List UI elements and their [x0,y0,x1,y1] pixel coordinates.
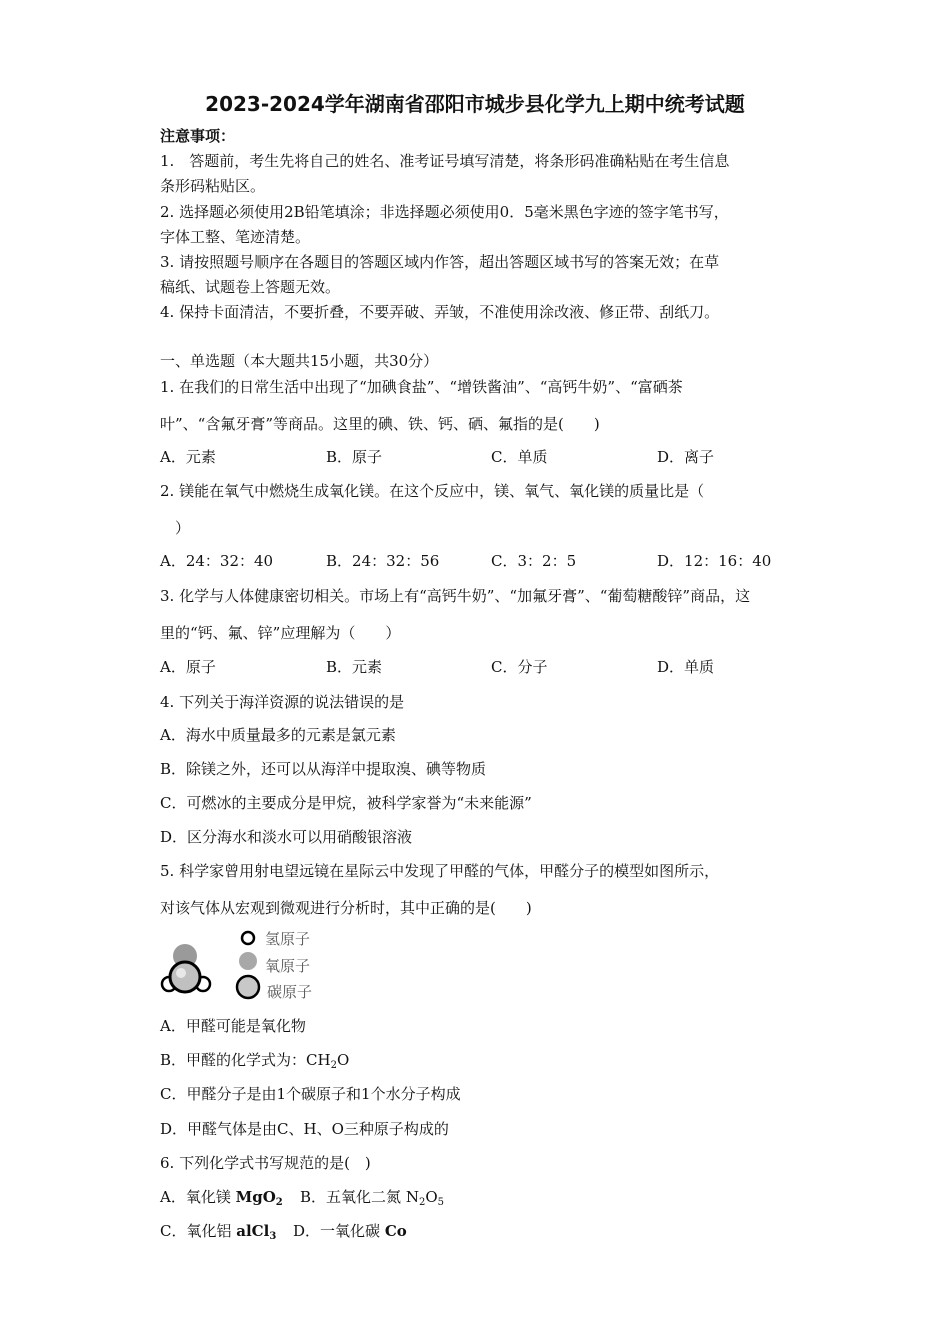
chemical-formula: O [425,1188,438,1206]
legend-hydrogen-label: 氢原子 [265,930,311,948]
subscript: 2 [418,1197,426,1208]
option-a [160,1187,283,1207]
option-d [293,1221,407,1241]
option-d: D．区分海水和淡水可以用硝酸银溶液 [160,828,413,846]
notes-line: 2. 选择题必须使用2B铅笔填涂；非选择题必须使用0．5毫米黑色字迹的签字笔书写， [160,203,729,221]
option-c: C．可燃冰的主要成分是甲烷，被科学家誉为“未来能源” [160,794,532,812]
legend-carbon-label: 碳原子 [267,983,313,1001]
option-a: A．24：32：40 [160,552,274,570]
notes-line: 3. 请按照题号顺序在各题目的答题区域内作答，超出答题区域书写的答案无效；在草 [160,253,720,271]
option-a: A．甲醛可能是氧化物 [160,1017,306,1035]
option-d-label: D．一氧化碳 [293,1222,381,1240]
subscript: 3 [269,1231,277,1242]
option-a: A．海水中质量最多的元素是氯元素 [160,726,396,744]
notes-line: 1. 答题前，考生先将自己的姓名、准考证号填写清楚，将条形码准确粘贴在考生信息 [160,152,730,170]
option-c: C．分子 [491,658,548,676]
option-b-text: O [336,1051,350,1069]
legend-carbon-icon [237,976,259,998]
question-2-text: ） [175,519,191,537]
option-b [300,1187,444,1207]
question-1-text: 叶”、“含氟牙膏”等商品。这里的碘、铁、钙、硒、氟指的是( ) [160,415,600,433]
option-d: D．12：16：40 [657,552,772,570]
chemical-formula: alCl [236,1222,270,1240]
option-b-label: B．五氧化二氮 [300,1188,402,1206]
legend-oxygen-icon [239,952,257,970]
question-4-text: 4. 下列关于海洋资源的说法错误的是 [160,693,405,711]
legend-oxygen-label: 氧原子 [265,957,311,975]
option-b: B．原子 [326,448,383,466]
option-a: A．元素 [160,448,216,466]
carbon-atom-highlight [176,968,186,978]
option-d: D．单质 [657,658,715,676]
option-c: C．甲醛分子是由1个碳原子和1个水分子构成 [160,1085,461,1103]
question-1-text: 1. 在我们的日常生活中出现了“加碘食盐”、“增铁酱油”、“高钙牛奶”、“富硒茶 [160,378,683,396]
section-heading: 一、单选题（本大题共15小题，共30分） [160,352,439,370]
notes-line: 条形码粘贴区。 [160,177,266,195]
question-3-text: 里的“钙、氟、锌”应理解为（ ） [160,624,401,642]
formaldehyde-molecule-model [155,925,335,1003]
option-c: C．单质 [491,448,548,466]
question-5-text: 5. 科学家曾用射电望远镜在星际云中发现了甲醛的气体，甲醛分子的模型如图所示， [160,862,720,880]
subscript: 2 [275,1197,283,1208]
chemical-formula: MgO [235,1188,276,1206]
subscript: 2 [330,1060,337,1071]
subscript: 5 [437,1197,444,1208]
option-b: B．除镁之外，还可以从海洋中提取溴、碘等物质 [160,760,487,778]
option-d: D．甲醛气体是由C、H、O三种原子构成的 [160,1120,449,1138]
chemical-formula: Co [384,1222,407,1240]
notes-heading: 注意事项： [160,127,236,145]
question-6-text: 6. 下列化学式书写规范的是( ) [160,1154,371,1172]
option-a-label: A．氧化镁 [160,1188,231,1206]
option-b: B．元素 [326,658,383,676]
question-3-text: 3. 化学与人体健康密切相关。市场上有“高钙牛奶”、“加氟牙膏”、“葡萄糖酸锌”商品，这 [160,587,751,605]
page-title: 2023-2024学年湖南省邵阳市城步县化学九上期中统考试题 [205,92,745,116]
chemical-formula: N [405,1188,419,1206]
legend-hydrogen-icon [242,932,254,944]
notes-line: 字体工整、笔迹清楚。 [160,228,311,246]
option-b-text: B．甲醛的化学式为：CH [160,1051,331,1069]
notes-line: 4. 保持卡面清洁，不要折叠，不要弄破、弄皱，不准使用涂改液、修正带、刮纸刀。 [160,303,720,321]
option-a: A．原子 [160,658,216,676]
option-b: B．24：32：56 [326,552,440,570]
option-c: C．3：2：5 [491,552,577,570]
option-c-label: C．氧化铝 [160,1222,232,1240]
option-d: D．离子 [657,448,715,466]
carbon-atom [170,962,200,992]
notes-line: 稿纸、试题卷上答题无效。 [160,278,341,296]
question-5-text: 对该气体从宏观到微观进行分析时，其中正确的是( ) [160,899,532,917]
option-b [160,1050,349,1070]
option-c [160,1221,276,1241]
question-2-text: 2. 镁能在氧气中燃烧生成氧化镁。在这个反应中，镁、氧气、氧化镁的质量比是（ [160,482,705,500]
